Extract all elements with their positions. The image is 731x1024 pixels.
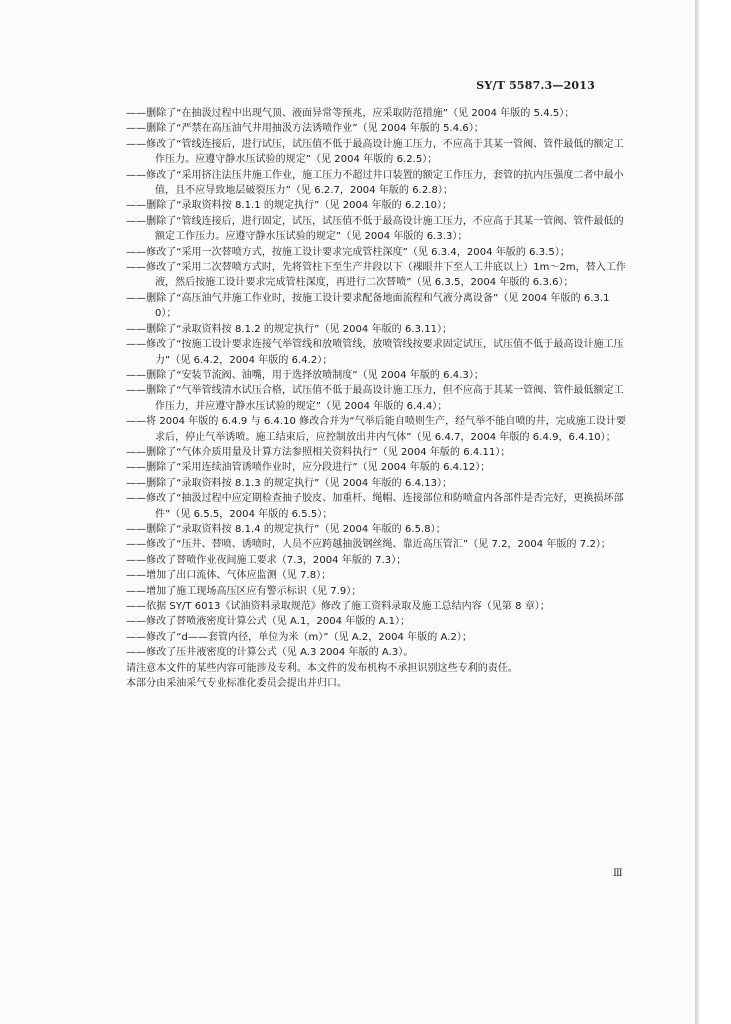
- change-item: ——增加了出口流体、气体应监测（见 7.8）；: [126, 570, 332, 582]
- standard-number: SY/T 5587.3—2013: [476, 79, 595, 92]
- change-item: ——修改了“抽汲过程中应定期检查抽子胶皮、加重杆、绳帽、连接部位和防喷盒内各部件是否完好，更换损坏部件”（见 6.5.5，2004 年版的 6.5.5）；: [126, 493, 624, 520]
- change-item: ——删除了“高压油气井施工作业时，按施工设计要求配备地面流程和气液分离设备”（见 2004 年版的 6.3.10）；: [126, 292, 610, 320]
- change-item: ——修改了“按施工设计要求连接气举管线和放喷管线，放喷管线按要求固定试压，试压值不低于最高设计施工压力”（见 6.4.2，2004 年版的 6.4.2）；: [126, 339, 624, 366]
- change-item: ——修改了“管线连接后，进行试压，试压值不低于最高设计施工压力，不应高于其某一管阀、管件最低的额定工作压力。应遵守静水压试验的规定”（见 2004 年版的 6.2.5）；: [126, 138, 624, 166]
- change-item: ——修改了“采用挤注法压井施工作业，施工压力不超过井口装置的额定工作压力，套管的抗内压强度二者中最小值，且不应导致地层破裂压力”（见 6.2.7，2004 年版的 6.2.8）；: [126, 169, 624, 197]
- page-number: Ⅲ: [613, 868, 623, 879]
- change-list: [126, 106, 626, 691]
- change-item: ——将 2004 年版的 6.4.9 与 6.4.10 修改合并为“气举后能自喷则生产，经气举不能自喷的井，完成施工设计要求后，停止气举诱喷。施工结束后，应控制放出井内气体”（见 6.4.7，2004 年版的 6.4.9，6.4.10）；: [126, 416, 627, 443]
- change-item: ——删除了“在抽汲过程中出现气顶、液面异常等预兆，应采取防范措施”（见 2004 年版的 5.4.5）；: [126, 108, 575, 119]
- change-item: ——删除了“气体介质用量及计算方法参照相关资料执行”（见 2004 年版的 6.4.11）；: [126, 446, 511, 458]
- change-item: ——删除了“录取资料按 8.1.3 的规定执行”（见 2004 年版的 6.4.13）；: [126, 477, 453, 489]
- change-item: ——删除了“严禁在高压油气井用抽汲方法诱喷作业”（见 2004 年版的 5.4.6）；: [126, 123, 484, 135]
- change-item: ——增加了施工现场高压区应有警示标识（见 7.9）；: [126, 585, 362, 597]
- change-item: ——删除了“录取资料按 8.1.4 的规定执行”（见 2004 年版的 6.5.8）；: [126, 523, 446, 535]
- change-item: ——修改了“d——套管内径，单位为米（m）”（见 A.2，2004 年版的 A.2）；: [126, 631, 472, 643]
- change-item: ——修改了替喷液密度计算公式（见 A.1，2004 年版的 A.1）；: [126, 616, 411, 628]
- change-item: ——删除了“安装节流阀、油嘴，用于选择放喷制度”（见 2004 年版的 6.4.3）；: [126, 369, 484, 381]
- change-item: ——修改了“压井、替喷、诱喷时，人员不应跨越抽汲钢丝绳、靠近高压管汇”（见 7.2，2004 年版的 7.2）；: [126, 539, 611, 551]
- change-item: ——删除了“采用连续油管诱喷作业时，应分段进行”（见 2004 年版的 6.4.12）；: [126, 462, 491, 474]
- change-item: ——删除了“录取资料按 8.1.1 的规定执行”（见 2004 年版的 6.2.10）；: [126, 200, 453, 212]
- change-item: ——删除了“气举管线清水试压合格，试压值不低于最高设计施工压力，但不应高于其某一管阀、管件最低额定工作压力，并应遵守静水压试验的规定”（见 2004 年版的 6.4.4）；: [126, 385, 624, 412]
- scan-margin: [699, 0, 731, 1024]
- change-item: ——修改了压井液密度的计算公式（见 A.3 2004 年版的 A.3）。: [126, 647, 414, 659]
- change-item: ——删除了“录取资料按 8.1.2 的规定执行”（见 2004 年版的 6.3.11）；: [126, 323, 453, 335]
- change-item: ——删除了“管线连接后，进行固定，试压，试压值不低于最高设计施工压力，不应高于其某一管阀、管件最低的额定工作压力。应遵守静水压试验的规定”（见 2004 年版的 6.3.3）；: [126, 215, 624, 243]
- change-item: ——修改了“采用一次替喷方式，按施工设计要求完成管柱深度”（见 6.3.4，2004 年版的 6.3.5）；: [126, 246, 570, 258]
- change-item: ——修改了替喷作业夜间施工要求（7.3，2004 年版的 7.3）；: [126, 554, 407, 566]
- change-item: ——依据 SY/T 6013《试油资料录取规范》修改了施工资料录取及施工总结内容（见第 8 章）；: [126, 601, 550, 612]
- change-item: ——修改了“采用二次替喷方式时，先将管柱下至生产井段以下（裸眼井下至人工井底以上）1m～2m，替入工作液，然后按施工设计要求完成管柱深度，再进行二次替喷”（见 6.3.5，2004 年版的 6.3.6）；: [126, 262, 626, 289]
- patent-notice: 请注意本文件的某些内容可能涉及专利。本文件的发布机构不承担识别这些专利的责任。: [126, 662, 518, 674]
- committee-notice: 本部分由采油采气专业标准化委员会提出并归口。: [126, 678, 348, 690]
